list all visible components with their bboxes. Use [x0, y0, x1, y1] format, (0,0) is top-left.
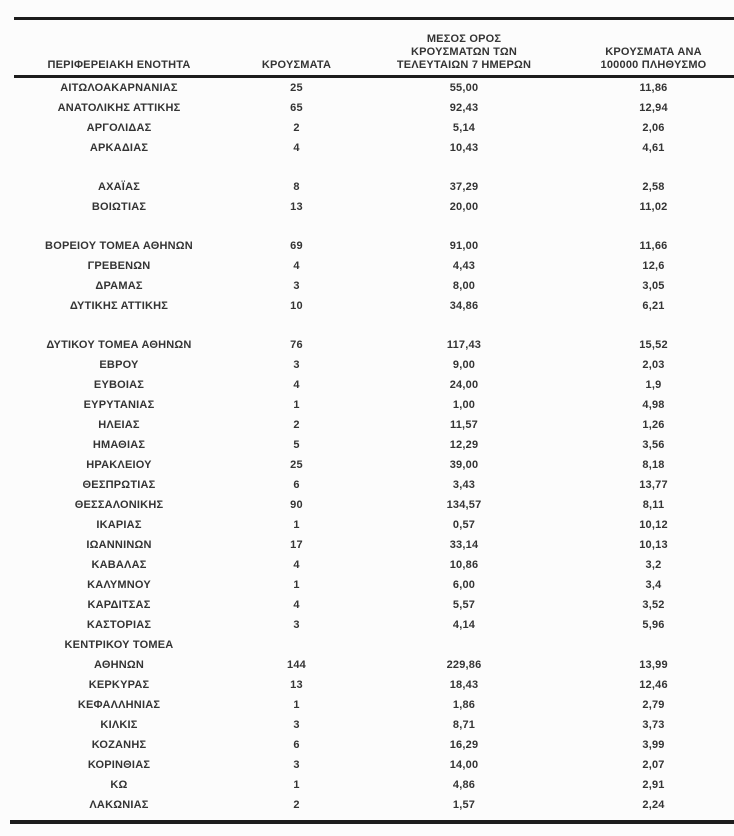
avg7-cell: 12,29: [449, 439, 479, 451]
per100k-cell: 3,73: [642, 719, 665, 731]
region-name-cell: ΕΥΒΟΙΑΣ: [93, 379, 145, 391]
cases-cell: 2: [293, 799, 300, 811]
avg7-cell: 14,00: [449, 759, 479, 771]
region-name-cell: ΙΚΑΡΙΑΣ: [96, 519, 142, 531]
region-name-cell: ΚΩ: [110, 779, 128, 791]
cases-cell: 25: [290, 82, 303, 94]
per100k-cell: 12,46: [639, 679, 668, 691]
table-row: [14, 276, 734, 296]
avg7-cell: 24,00: [449, 379, 479, 391]
region-name-cell: ΙΩΑΝΝΙΝΩΝ: [86, 539, 152, 551]
group-spacer: [14, 316, 734, 335]
per100k-cell: 8,18: [642, 459, 665, 471]
group-spacer: [14, 158, 734, 177]
table-row: [14, 236, 734, 256]
table-row: [14, 256, 734, 276]
header-line: ΤΕΛΕΥΤΑΙΩΝ 7 ΗΜΕΡΩΝ: [396, 59, 532, 71]
per100k-cell: 13,99: [639, 659, 668, 671]
cases-cell: 69: [290, 240, 303, 252]
cases-cell: 17: [290, 539, 303, 551]
table-row: [14, 455, 734, 475]
region-name-cell: ΚΕΡΚΥΡΑΣ: [88, 679, 150, 691]
avg7-cell: 5,57: [452, 599, 476, 611]
avg7-cell: 92,43: [449, 102, 479, 114]
cases-cell: 3: [293, 719, 300, 731]
avg7-cell: 37,29: [449, 181, 479, 193]
table-row: [14, 197, 734, 217]
cases-cell: 1: [293, 579, 300, 591]
per100k-cell: 4,98: [642, 399, 665, 411]
per100k-cell: 2,24: [642, 799, 665, 811]
cases-cell: 6: [293, 739, 300, 751]
cases-cell: 3: [293, 619, 300, 631]
table-row: [14, 177, 734, 197]
table-row: [14, 415, 734, 435]
avg7-cell: 4,86: [452, 779, 476, 791]
cases-cell: 76: [290, 339, 303, 351]
table-row: [14, 475, 734, 495]
cases-cell: 8: [293, 181, 300, 193]
table-row: [14, 735, 734, 755]
table-row: [14, 675, 734, 695]
cases-cell: 25: [290, 459, 303, 471]
cases-cell: 3: [293, 759, 300, 771]
per100k-cell: 5,96: [642, 619, 665, 631]
cases-cell: 4: [293, 379, 300, 391]
per100k-cell: 1,26: [642, 419, 665, 431]
table-row: [14, 78, 734, 98]
region-name-cell: ΑΙΤΩΛΟΑΚΑΡΝΑΝΙΑΣ: [60, 82, 178, 94]
region-name-cell: ΚΑΒΑΛΑΣ: [91, 559, 147, 571]
region-name-cell: ΚΟΖΑΝΗΣ: [91, 739, 147, 751]
avg7-cell: 5,14: [452, 122, 476, 134]
table-row: [14, 695, 734, 715]
cases-cell: 3: [293, 280, 300, 292]
per100k-cell: 3,99: [642, 739, 665, 751]
table-row: [14, 715, 734, 735]
column-header-cases: [224, 59, 369, 72]
table-row: [14, 435, 734, 455]
per100k-cell: 8,11: [642, 499, 665, 511]
table-row: [14, 515, 734, 535]
cases-cell: 4: [293, 142, 300, 154]
table-row: [14, 555, 734, 575]
avg7-cell: 8,00: [452, 280, 476, 292]
column-header-per100k: [559, 46, 734, 72]
avg7-cell: 16,29: [449, 739, 479, 751]
per100k-cell: 11,66: [639, 240, 668, 252]
avg7-cell: 1,86: [452, 699, 476, 711]
per100k-cell: 13,77: [639, 479, 668, 491]
table-row: [14, 495, 734, 515]
region-name-cell: ΚΕΝΤΡΙΚΟΥ ΤΟΜΕΑ: [64, 639, 174, 651]
cases-cell: 2: [293, 419, 300, 431]
column-header-region: [14, 59, 224, 72]
cases-cell: 1: [293, 699, 300, 711]
region-name-cell: ΚΙΛΚΙΣ: [100, 719, 138, 731]
per100k-cell: 2,03: [642, 359, 665, 371]
per100k-cell: 11,86: [639, 82, 668, 94]
avg7-cell: 1,00: [452, 399, 476, 411]
table-row: [14, 98, 734, 118]
avg7-cell: 134,57: [446, 499, 482, 511]
avg7-cell: 18,43: [449, 679, 479, 691]
region-name-cell: ΗΜΑΘΙΑΣ: [92, 439, 146, 451]
region-name-cell: ΚΟΡΙΝΘΙΑΣ: [87, 759, 151, 771]
cases-cell: 90: [290, 499, 303, 511]
region-name-cell: ΑΡΓΟΛΙΔΑΣ: [86, 122, 152, 134]
region-name-cell: ΕΥΡΥΤΑΝΙΑΣ: [83, 399, 155, 411]
table-row: [14, 635, 734, 655]
per100k-cell: 4,61: [642, 142, 665, 154]
group-spacer: [14, 217, 734, 236]
avg7-cell: 4,43: [452, 260, 476, 272]
cases-cell: 2: [293, 122, 300, 134]
region-name-cell: ΘΕΣΠΡΩΤΙΑΣ: [82, 479, 156, 491]
header-line: 100000 ΠΛΗΘΥΣΜΟ: [600, 59, 707, 71]
region-name-cell: ΗΡΑΚΛΕΙΟΥ: [86, 459, 152, 471]
per100k-cell: 12,94: [639, 102, 668, 114]
per100k-cell: 2,06: [642, 122, 665, 134]
per100k-cell: 10,13: [639, 539, 668, 551]
header-line: ΚΡΟΥΣΜΑΤΑ: [261, 59, 332, 71]
table-row: [14, 755, 734, 775]
cases-cell: 3: [293, 359, 300, 371]
cases-cell: 4: [293, 599, 300, 611]
table-bottom-rule: [10, 820, 734, 824]
region-name-cell: ΘΕΣΣΑΛΟΝΙΚΗΣ: [74, 499, 164, 511]
region-name-cell: ΒΟΙΩΤΙΑΣ: [91, 201, 147, 213]
avg7-cell: 4,14: [452, 619, 476, 631]
avg7-cell: 33,14: [449, 539, 479, 551]
table-row: [14, 355, 734, 375]
avg7-cell: 20,00: [449, 201, 479, 213]
header-line: ΜΕΣΟΣ ΟΡΟΣ: [426, 33, 502, 45]
region-name-cell: ΚΑΡΔΙΤΣΑΣ: [87, 599, 151, 611]
region-name-cell: ΔΥΤΙΚΟΥ ΤΟΜΕΑ ΑΘΗΝΩΝ: [46, 339, 192, 351]
per100k-cell: 3,56: [642, 439, 665, 451]
per100k-cell: 10,12: [639, 519, 668, 531]
avg7-cell: 1,57: [452, 799, 476, 811]
avg7-cell: 55,00: [449, 82, 479, 94]
region-name-cell: ΑΘΗΝΩΝ: [93, 659, 145, 671]
per100k-cell: 3,4: [645, 579, 662, 591]
avg7-cell: 6,00: [452, 579, 476, 591]
avg7-cell: 34,86: [449, 300, 479, 312]
region-name-cell: ΚΕΦΑΛΛΗΝΙΑΣ: [77, 699, 161, 711]
avg7-cell: 91,00: [449, 240, 479, 252]
header-line: ΠΕΡΙΦΕΡΕΙΑΚΗ ΕΝΟΤΗΤΑ: [47, 59, 191, 71]
table-row: [14, 296, 734, 316]
table-row: [14, 138, 734, 158]
table-row: [14, 615, 734, 635]
cases-cell: 13: [290, 201, 303, 213]
table-row: [14, 335, 734, 355]
region-name-cell: ΑΧΑΪΑΣ: [97, 181, 141, 193]
cases-cell: 4: [293, 260, 300, 272]
region-name-cell: ΕΒΡΟΥ: [99, 359, 139, 371]
table-row: [14, 535, 734, 555]
table-row: [14, 795, 734, 815]
table-row: [14, 375, 734, 395]
avg7-cell: 3,43: [452, 479, 476, 491]
table-row: [14, 118, 734, 138]
cases-cell: 6: [293, 479, 300, 491]
cases-cell: 1: [293, 399, 300, 411]
cases-cell: 1: [293, 779, 300, 791]
cases-cell: 1: [293, 519, 300, 531]
avg7-cell: 229,86: [446, 659, 482, 671]
per100k-cell: 15,52: [639, 339, 668, 351]
region-name-cell: ΑΝΑΤΟΛΙΚΗΣ ΑΤΤΙΚΗΣ: [57, 102, 181, 114]
per100k-cell: 3,05: [642, 280, 665, 292]
avg7-cell: 10,86: [449, 559, 479, 571]
avg7-cell: 11,57: [450, 419, 478, 431]
column-header-avg7: [369, 33, 559, 72]
table-row: [14, 595, 734, 615]
cases-table: [14, 17, 734, 815]
region-name-cell: ΑΡΚΑΔΙΑΣ: [89, 142, 149, 154]
per100k-cell: 3,52: [642, 599, 665, 611]
table-row: [14, 655, 734, 675]
region-name-cell: ΔΥΤΙΚΗΣ ΑΤΤΙΚΗΣ: [69, 300, 169, 312]
cases-cell: 4: [293, 559, 300, 571]
avg7-cell: 10,43: [449, 142, 479, 154]
avg7-cell: 39,00: [449, 459, 479, 471]
region-name-cell: ΔΡΑΜΑΣ: [95, 280, 143, 292]
per100k-cell: 2,07: [642, 759, 665, 771]
table-row: [14, 395, 734, 415]
cases-cell: 13: [290, 679, 303, 691]
per100k-cell: 12,6: [642, 260, 665, 272]
avg7-cell: 0,57: [452, 519, 476, 531]
per100k-cell: 6,21: [642, 300, 665, 312]
region-name-cell: ΛΑΚΩΝΙΑΣ: [89, 799, 149, 811]
cases-cell: 144: [287, 659, 306, 671]
table-body: [14, 78, 734, 815]
cases-cell: 65: [290, 102, 303, 114]
avg7-cell: 117,43: [446, 339, 482, 351]
table-header-row: [14, 20, 734, 75]
cases-cell: 5: [293, 439, 300, 451]
region-name-cell: ΒΟΡΕΙΟΥ ΤΟΜΕΑ ΑΘΗΝΩΝ: [45, 240, 193, 252]
region-name-cell: ΚΑΣΤΟΡΙΑΣ: [86, 619, 152, 631]
per100k-cell: 1,9: [645, 379, 662, 391]
per100k-cell: 2,58: [642, 181, 665, 193]
per100k-cell: 2,79: [642, 699, 665, 711]
table-row: [14, 775, 734, 795]
per100k-cell: 2,91: [642, 779, 665, 791]
header-line: ΚΡΟΥΣΜΑΤΩΝ ΤΩΝ: [410, 46, 518, 58]
per100k-cell: 11,02: [639, 201, 668, 213]
header-line: ΚΡΟΥΣΜΑΤΑ ΑΝΑ: [605, 46, 702, 58]
region-name-cell: ΚΑΛΥΜΝΟΥ: [87, 579, 151, 591]
avg7-cell: 8,71: [452, 719, 476, 731]
region-name-cell: ΗΛΕΙΑΣ: [98, 419, 140, 431]
region-name-cell: ΓΡΕΒΕΝΩΝ: [87, 260, 151, 272]
per100k-cell: 3,2: [645, 559, 662, 571]
cases-cell: 10: [290, 300, 303, 312]
table-row: [14, 575, 734, 595]
avg7-cell: 9,00: [452, 359, 476, 371]
